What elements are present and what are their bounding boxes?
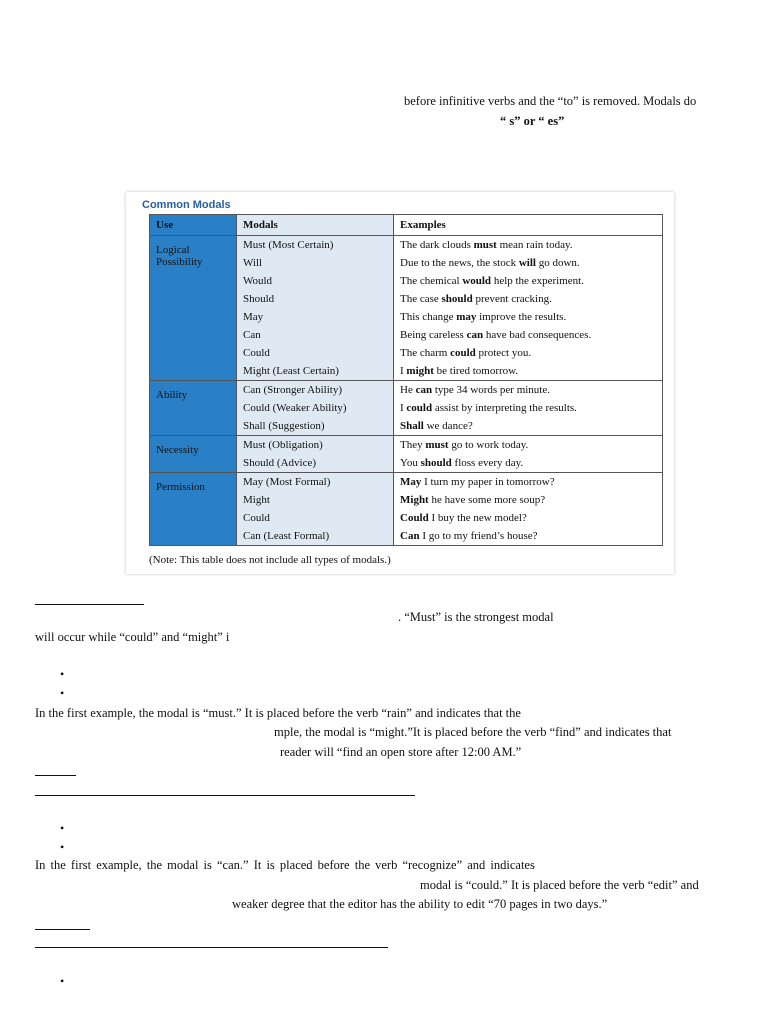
- section-heading-underline: [35, 775, 76, 776]
- example-text: be tired tomorrow.: [433, 365, 519, 377]
- common-modals-figure: [126, 192, 674, 574]
- modal-label: Could: [243, 347, 270, 359]
- example-text: we dance?: [423, 420, 473, 432]
- example-text: help the experiment.: [491, 275, 584, 287]
- example-text: I: [400, 402, 407, 414]
- example-text: He: [400, 384, 416, 396]
- example-modal-word: could: [406, 402, 433, 414]
- example-modal-word: must: [473, 239, 497, 251]
- modal-label: Could (Weaker Ability): [243, 402, 347, 414]
- modal-label: Must (Most Certain): [243, 239, 334, 251]
- modal-label: Would: [243, 275, 273, 287]
- example-text: I buy the new model?: [428, 512, 527, 524]
- intro-line-1: before infinitive verbs and the “to” is removed. Modals do: [404, 94, 697, 108]
- example-modal-word: should: [420, 457, 452, 469]
- table-row: [150, 236, 663, 381]
- section-heading-underline: [35, 929, 90, 930]
- header-examples: Examples: [394, 215, 663, 236]
- example-sentence: [400, 509, 656, 527]
- example-text: improve the results.: [476, 311, 567, 323]
- paragraph-1-line-2: will occur while “could” and “might” i: [35, 630, 230, 644]
- example-sentence: [400, 527, 656, 545]
- example-text: I go to my friend’s house?: [419, 530, 538, 542]
- modal-label: Can: [243, 329, 261, 341]
- example-modal-word: would: [462, 275, 492, 287]
- paragraph-3-line-3: weaker degree that the editor has the ability to edit “70 pages in two days.”: [232, 897, 608, 911]
- example-text: The dark clouds: [400, 239, 474, 251]
- modal-label: Should: [243, 293, 275, 305]
- table-row: [150, 473, 663, 546]
- example-modal-word: May: [400, 476, 422, 488]
- example-text: assist by interpreting the results.: [432, 402, 577, 414]
- example-text: protect you.: [475, 347, 532, 359]
- example-sentence: [400, 290, 656, 308]
- table-row: [150, 381, 663, 436]
- example-sentence: [400, 491, 656, 509]
- bullet-marker: •: [60, 840, 65, 854]
- example-text: I: [400, 365, 407, 377]
- modal-label: Can (Least Formal): [243, 530, 330, 542]
- table-note: (Note: This table does not include all types of modals.): [149, 554, 391, 566]
- example-text: mean rain today.: [496, 239, 573, 251]
- example-sentence: [400, 473, 656, 491]
- example-text: This change: [400, 311, 457, 323]
- example-text: go to work today.: [448, 439, 529, 451]
- example-sentence: [400, 254, 656, 272]
- example-text: type 34 words per minute.: [432, 384, 551, 396]
- example-sentence: [400, 454, 656, 472]
- bullet-marker: •: [60, 667, 65, 681]
- example-sentence: [400, 344, 656, 362]
- example-modal-word: could: [450, 347, 476, 359]
- examples-cell: [394, 236, 663, 381]
- figure-title: Common Modals: [142, 199, 231, 211]
- header-modals: Modals: [237, 215, 394, 236]
- example-sentence: [400, 308, 656, 326]
- example-modal-word: should: [441, 293, 473, 305]
- paragraph-3-line-2: modal is “could.” It is placed before the verb “edit” and: [420, 878, 699, 892]
- header-use: Use: [150, 215, 237, 236]
- example-text: Due to the news, the stock: [400, 257, 519, 269]
- bullet-marker: •: [60, 821, 65, 835]
- example-modal-word: Might: [400, 494, 429, 506]
- modal-label: Should (Advice): [243, 457, 317, 469]
- example-modal-word: might: [406, 365, 434, 377]
- example-sentence: [400, 436, 656, 454]
- examples-cell: [394, 381, 663, 436]
- example-text: go down.: [535, 257, 580, 269]
- modals-cell: [237, 381, 394, 436]
- example-modal-word: can: [466, 329, 484, 341]
- example-sentence: [400, 236, 656, 254]
- example-modal-word: can: [415, 384, 433, 396]
- example-text: Being careless: [400, 329, 467, 341]
- example-text: They: [400, 439, 426, 451]
- paragraph-2-line-2: mple, the modal is “might.”It is placed before the verb “find” and indicates that: [274, 725, 672, 739]
- use-cell: Logical Possibility: [150, 236, 237, 381]
- modal-label: Shall (Suggestion): [243, 420, 325, 432]
- example-text: The chemical: [400, 275, 463, 287]
- modal-label: Must (Obligation): [243, 439, 323, 451]
- example-text: have bad consequences.: [483, 329, 592, 341]
- modal-label: May: [243, 311, 264, 323]
- example-text: I turn my paper in tomorrow?: [421, 476, 555, 488]
- paragraph-3-line-1: In the first example, the modal is “can.” It is placed before the verb “recognize” and indicates: [35, 858, 535, 872]
- examples-cell: [394, 473, 663, 546]
- modal-label: Can (Stronger Ability): [243, 384, 342, 396]
- modals-cell: [237, 236, 394, 381]
- example-modal-word: Could: [400, 512, 429, 524]
- example-modal-word: Can: [400, 530, 420, 542]
- modals-cell: [237, 436, 394, 473]
- modal-label: Might: [243, 494, 270, 506]
- paragraph-1-line-1: . “Must” is the strongest modal: [398, 610, 554, 624]
- example-text: he have some more soup?: [428, 494, 546, 506]
- modal-label: May (Most Formal): [243, 476, 331, 488]
- example-modal-word: will: [518, 257, 536, 269]
- modal-label: Might (Least Certain): [243, 365, 339, 377]
- example-sentence: [400, 362, 656, 380]
- modal-label: Could: [243, 512, 270, 524]
- bullet-marker: •: [60, 686, 65, 700]
- paragraph-2-line-3: reader will “find an open store after 12:00 AM.”: [280, 745, 522, 759]
- example-text: The charm: [400, 347, 451, 359]
- use-cell: Necessity: [150, 436, 237, 473]
- modals-table: [149, 214, 663, 546]
- subheading-underline: [35, 795, 415, 796]
- example-modal-word: may: [456, 311, 477, 323]
- use-cell: Permission: [150, 473, 237, 546]
- examples-cell: [394, 436, 663, 473]
- example-sentence: [400, 399, 656, 417]
- example-modal-word: must: [425, 439, 449, 451]
- modal-label: Will: [243, 257, 263, 269]
- subheading-underline: [35, 947, 388, 948]
- example-text: The case: [400, 293, 442, 305]
- example-sentence: [400, 326, 656, 344]
- modals-cell: [237, 473, 394, 546]
- example-text: prevent cracking.: [472, 293, 552, 305]
- example-sentence: [400, 272, 656, 290]
- example-sentence: [400, 381, 656, 399]
- example-text: You: [400, 457, 421, 469]
- example-text: floss every day.: [451, 457, 524, 469]
- use-cell: Ability: [150, 381, 237, 436]
- table-row: [150, 436, 663, 473]
- example-sentence: [400, 417, 656, 435]
- intro-line-2: “ s” or “ es”: [500, 114, 565, 128]
- example-modal-word: Shall: [400, 420, 424, 432]
- paragraph-2-line-1: In the first example, the modal is “must.” It is placed before the verb “rain” and indicates that the: [35, 706, 521, 720]
- section-heading-underline: [35, 604, 144, 605]
- bullet-marker: •: [60, 974, 65, 988]
